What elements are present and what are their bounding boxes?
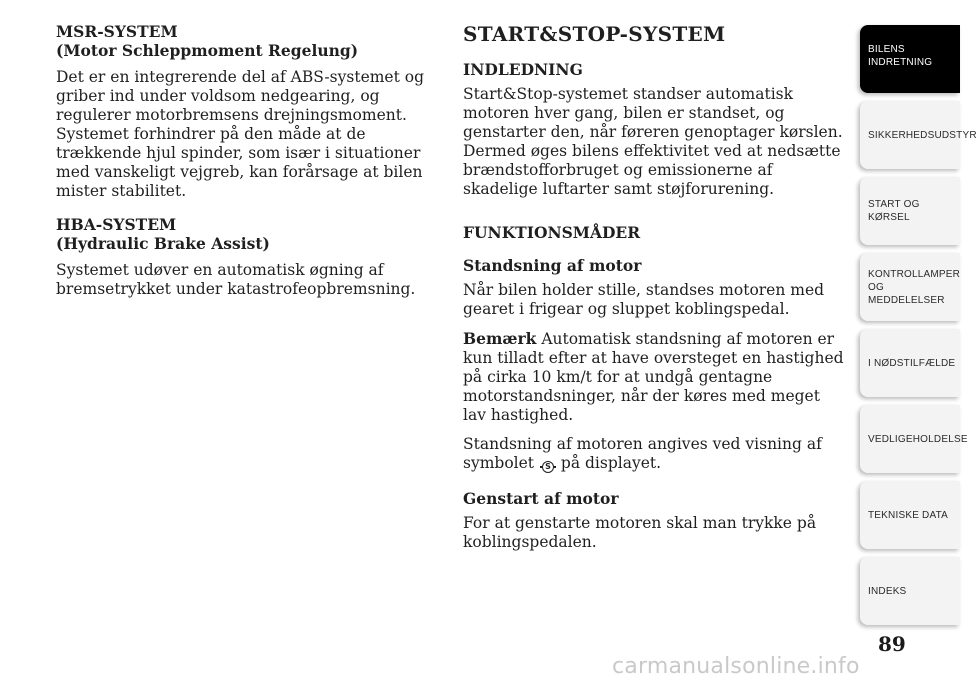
note-label: Bemærk <box>463 329 537 348</box>
tab-label: VEDLIGEHOLDELSE <box>868 433 968 445</box>
stop-heading: Standsning af motor <box>463 256 642 275</box>
tab-label: INDEKS <box>868 585 907 597</box>
note-text: Automatisk standsning af motoren er kun tilladt efter at have oversteget en hastighed på cirka 10 km/t for at undgå gentagne motorstandsninger, når der køres med meget lav hastighed. <box>463 330 844 424</box>
tab-label: I NØDSTILFÆLDE <box>868 357 956 369</box>
tab-start-og-korsel[interactable] <box>860 177 960 245</box>
tab-vedligeholdelse[interactable] <box>860 405 968 473</box>
tab-label: SIKKERHEDSUDSTYR <box>868 129 977 141</box>
intro-heading: INDLEDNING <box>463 60 583 79</box>
tab-label: BILENS INDRETNING <box>868 44 933 68</box>
modes-heading: FUNKTIONSMÅDER <box>463 223 641 242</box>
msr-title: MSR-SYSTEM <box>56 22 178 41</box>
watermark: carmanualsonline.info <box>612 654 860 679</box>
indicate-text-before: Standsning af motoren angives ved visning af symbolet <box>463 435 822 472</box>
tab-kontrollamper[interactable] <box>860 253 960 321</box>
tab-label: TEKNISKE DATA <box>868 509 949 521</box>
msr-subtitle: (Motor Schleppmoment Regelung) <box>56 41 359 60</box>
indicate-paragraph <box>463 435 847 473</box>
tab-label: KONTROLLAMPER OG MEDDELELSER <box>868 268 961 306</box>
restart-heading: Genstart af motor <box>463 489 619 508</box>
tab-tekniske-data[interactable] <box>860 481 960 549</box>
page-number: 89 <box>878 632 906 656</box>
hba-text: Systemet udøver en automatisk øgning af bremsetrykket under katastrofeopbremsning. <box>56 261 416 298</box>
tab-sikkerhedsudstyr[interactable] <box>860 101 977 169</box>
start-stop-symbol-icon: S <box>542 461 554 473</box>
page-title: START&STOP-SYSTEM <box>463 22 726 46</box>
tab-indeks[interactable] <box>860 557 960 625</box>
stop-text: Når bilen holder stille, standses motoren med gearet i frigear og sluppet koblingspedal. <box>463 281 825 318</box>
msr-text: Det er en integrerende del af ABS-systemet og griber ind under voldsom nedgearing, og regulerer motorbremsens drejningsmoment. Systemet forhindrer på den måde at de trækkende hjul spinder, som især i situationer med vanskeligt vejgreb, kan forårsage at bilen mister stabilitet. <box>56 68 425 200</box>
intro-text: Start&Stop-systemet standser automatisk motoren hver gang, bilen er standset, og genstarter den, når føreren genoptager kørslen. Dermed øges bilens effektivitet ved at nedsætte brændstofforbruget og emissionerne af skadelige luftarter samt støjforurening. <box>463 85 843 198</box>
hba-subtitle: (Hydraulic Brake Assist) <box>56 234 270 253</box>
hba-title: HBA-SYSTEM <box>56 215 177 234</box>
left-column <box>56 22 448 299</box>
chapter-tabs <box>860 25 977 633</box>
indicate-text-after: på displayet. <box>555 454 662 472</box>
tab-bilens-indretning[interactable] <box>860 25 960 93</box>
tab-label: START OG KØRSEL <box>868 199 920 223</box>
restart-text: For at genstarte motoren skal man trykke på koblingspedalen. <box>463 514 817 551</box>
tab-i-nodstilfaelde[interactable] <box>860 329 960 397</box>
note-paragraph <box>463 329 847 425</box>
right-column <box>463 22 847 562</box>
